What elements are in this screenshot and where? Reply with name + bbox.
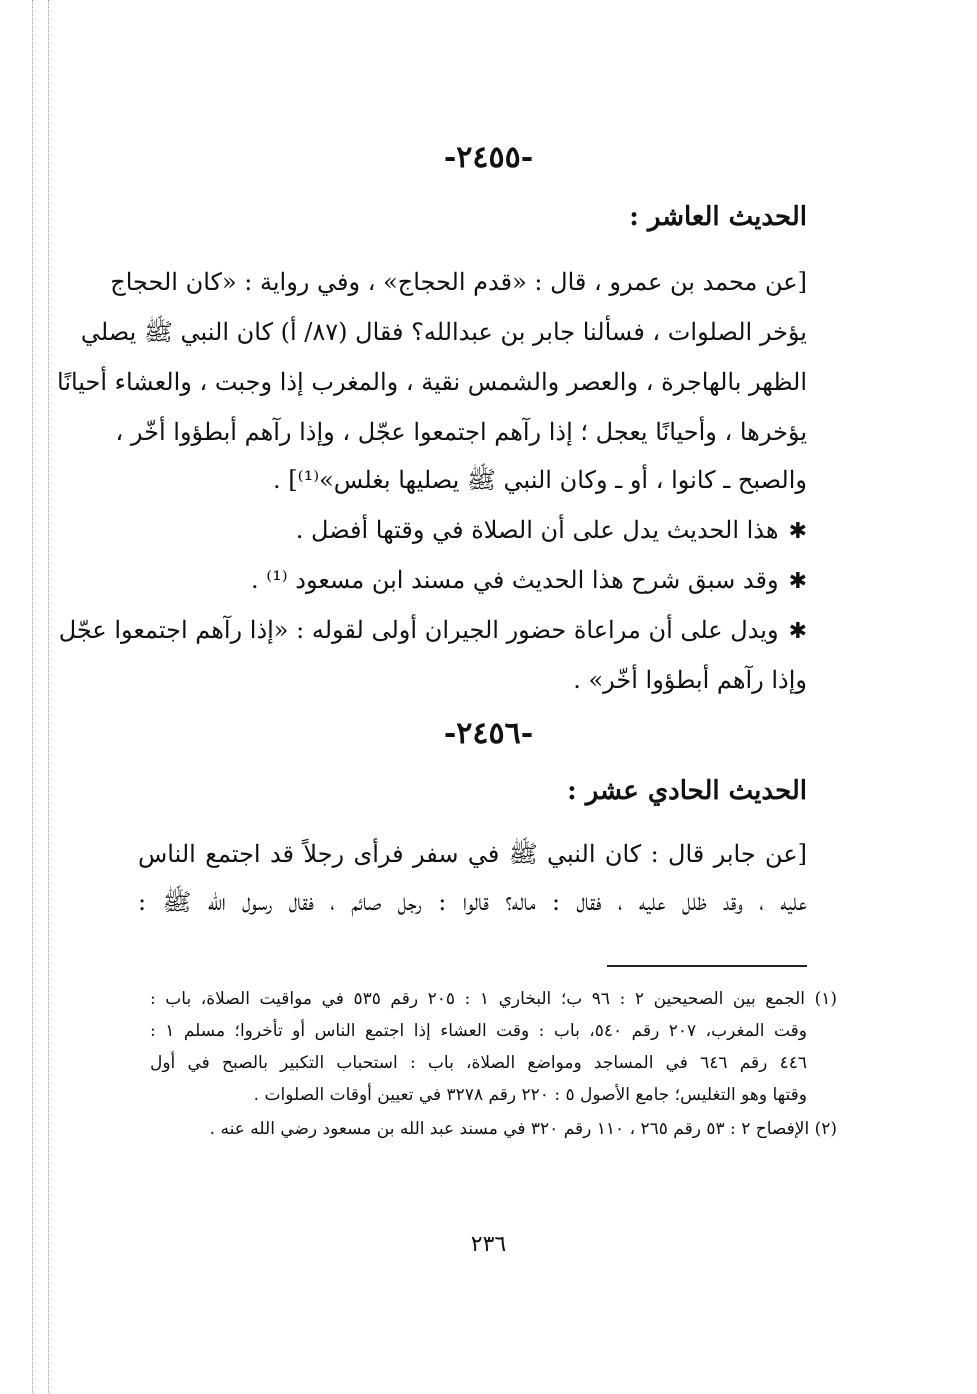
footnote-line: وقت المغرب، ٢٠٧ رقم ٥٤٠، باب : وقت العشاء إذا اجتمع الناس أو تأخروا؛ مسلم ١ : xyxy=(150,1021,807,1041)
star-bullet-icon: ✱ xyxy=(788,569,807,594)
text-line: يؤخر الصلوات ، فسألنا جابر بن عبدالله؟ فقال (٨٧/ أ) كان النبي ﷺ يصلي xyxy=(80,318,807,346)
scan-margin-line xyxy=(32,0,33,1394)
scan-margin-line xyxy=(48,0,49,1394)
hadith-title: الحديث العاشر : xyxy=(629,202,807,232)
text-line: [عن محمد بن عمرو ، قال : «قدم الحجاج» ، وفي رواية : «كان الحجاج xyxy=(110,268,807,296)
text-line: الظهر بالهاجرة ، والعصر والشمس نقية ، والمغرب إذا وجبت ، والعشاء أحيانًا xyxy=(57,368,807,396)
commentary-text: هذا الحديث يدل على أن الصلاة في وقتها أفضل . xyxy=(295,516,779,544)
commentary-line xyxy=(58,610,807,652)
hadith-number: -٢٤٥٥- xyxy=(443,140,534,175)
footnote-line: (١) الجمع بين الصحيحين ٢ : ٩٦ ب؛ البخاري ١ : ٢٠٥ رقم ٥٣٥ في مواقيت الصلاة، باب : xyxy=(150,989,837,1009)
commentary-line xyxy=(138,510,807,552)
text-line: عليه ، وقد ظلل عليه ، فقال : ماله؟ قالوا : رجل صائم ، فقال رسول الله ﷺ : xyxy=(138,888,807,916)
text-line: والصبح ـ كانوا ، أو ـ وكان النبي ﷺ يصليها بغلس»⁽¹⁾] . xyxy=(273,466,807,494)
hadith-title: الحديث الحادي عشر : xyxy=(567,776,807,806)
footnote-line: ٤٤٦ رقم ٦٤٦ في المساجد ومواضع الصلاة، باب : استحباب التكبير بالصبح في أول xyxy=(150,1053,807,1073)
text-line: يؤخرها ، وأحيانًا يعجل ؛ إذا رآهم اجتمعوا عجّل ، وإذا رآهم أبطؤوا أخّر ، xyxy=(115,418,807,446)
footnote-line: وقتها وهو التغليس؛ جامع الأصول ٥ : ٢٢٠ رقم ٣٢٧٨ في تعيين أوقات الصلوات . xyxy=(253,1085,807,1105)
commentary-continuation: وإذا رآهم أبطؤوا أخّر» . xyxy=(573,666,807,694)
hadith-number: -٢٤٥٦- xyxy=(443,716,534,751)
commentary-line xyxy=(138,560,807,602)
star-bullet-icon: ✱ xyxy=(788,619,807,644)
footnote-line: (٢) الإفصاح ٢ : ٥٣ رقم ٢٦٥ ، ١١٠ رقم ٣٢٠ في مسند عبد الله بن مسعود رضي الله عنه . xyxy=(209,1119,837,1139)
commentary-text: وقد سبق شرح هذا الحديث في مسند ابن مسعود ⁽¹⁾ . xyxy=(250,566,779,594)
star-bullet-icon: ✱ xyxy=(788,519,807,544)
text-line: [عن جابر قال : كان النبي ﷺ في سفر فرأى رجلاً قد اجتمع الناس xyxy=(138,840,807,868)
footnote-separator xyxy=(607,965,807,967)
page-number: ٢٣٦ xyxy=(470,1232,507,1257)
commentary-text: ويدل على أن مراعاة حضور الجيران أولى لقوله : «إذا رآهم اجتمعوا عجّل xyxy=(58,616,779,644)
